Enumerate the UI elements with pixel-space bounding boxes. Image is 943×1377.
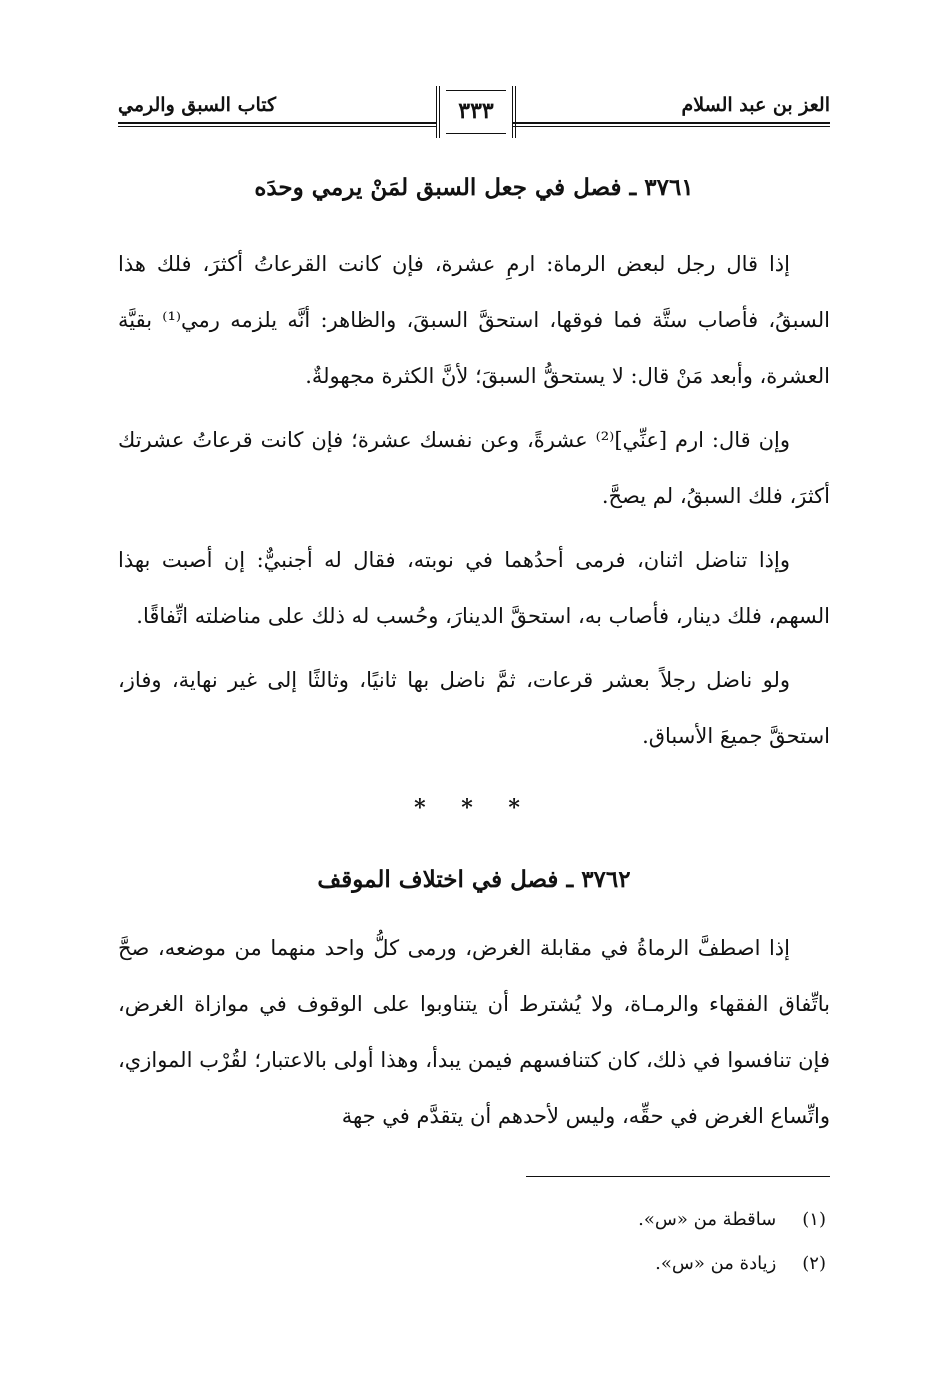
footnote-number: (١) (802, 1209, 826, 1230)
running-header (118, 86, 830, 142)
footnote-item (118, 1198, 830, 1242)
page-number: ٣٣٣ (458, 98, 494, 124)
footnote-number: (٢) (802, 1253, 826, 1274)
header-rule-left (118, 122, 436, 124)
footnote-item (118, 1242, 830, 1286)
paragraph: وإن قال: ارم [عنِّي]⁽²⁾ عشرةً، وعن نفسك عشرة؛ فإن كانت قرعاتُ عشرتك أكثرَ، فلك السبقُ، لم يصحَّ. (118, 428, 830, 508)
main-text (118, 168, 830, 1152)
paragraph: وإذا تناضل اثنان، فرمى أحدُهما في نوبته، فقال له أجنبيٌّ: إن أصبت بهذا السهم، فلك دينار، فأصاب به، استحقَّ الدينارَ، وحُسب له ذلك على مناضلته اتِّفاقًا. (118, 548, 830, 628)
section-title-3761: ٣٧٦١ ـ فصل في جعل السبق لمَنْ يرمي وحدَه (254, 174, 694, 201)
section-title-3762: ٣٧٦٢ ـ فصل في اختلاف الموقف (317, 866, 631, 893)
header-rule-left-thin (118, 126, 436, 127)
page-number-frame (436, 86, 516, 138)
footnote-text: ساقطة من «س». (638, 1209, 777, 1230)
paragraph: ولو ناضل رجلاً بعشر قرعات، ثمَّ ناضل بها ثانيًا، وثالثًا إلى غير نهاية، وفاز، استحقَّ جميعَ الأسباق. (118, 668, 830, 748)
header-rule-right-thin (512, 126, 830, 127)
footnotes (118, 1198, 830, 1286)
paragraph: إذا قال رجل لبعض الرماة: ارمِ عشرة، فإن كانت القرعاتُ أكثرَ، فلك هذا السبقُ، فأصاب ستَّة فما فوقها، استحقَّ السبقَ، والظاهر: أنَّه يلزمه رمي⁽¹⁾ بقيَّة العشرة، وأبعد مَنْ قال: لا يستحقُّ السبقَ؛ لأنَّ الكثرة مجهولةٌ. (118, 252, 830, 388)
paragraph: إذا اصطفَّ الرماةُ في مقابلة الغرض، ورمى كلُّ واحد منهما من موضعه، صحَّ باتِّفاق الفقهاء والرمـاة، ولا يُشترط أن يتناوبوا على الوقوف في موازاة الغرض، فإن تنافسوا في ذلك، كان كتنافسهم فيمن يبدأ، وهذا أولى بالاعتبار؛ لقُرْب الموازي، واتِّساع الغرض في حقِّه، وليس لأحدهم أن يتقدَّم في جهة (118, 936, 830, 1128)
section-separator: * * * (414, 795, 534, 821)
header-rule-right (512, 122, 830, 124)
footnote-text: زيادة من «س». (655, 1253, 777, 1274)
header-chapter: كتاب السبق والرمي (118, 94, 277, 116)
header-author: العز بن عبد السلام (681, 94, 830, 116)
footnote-divider (526, 1176, 830, 1177)
